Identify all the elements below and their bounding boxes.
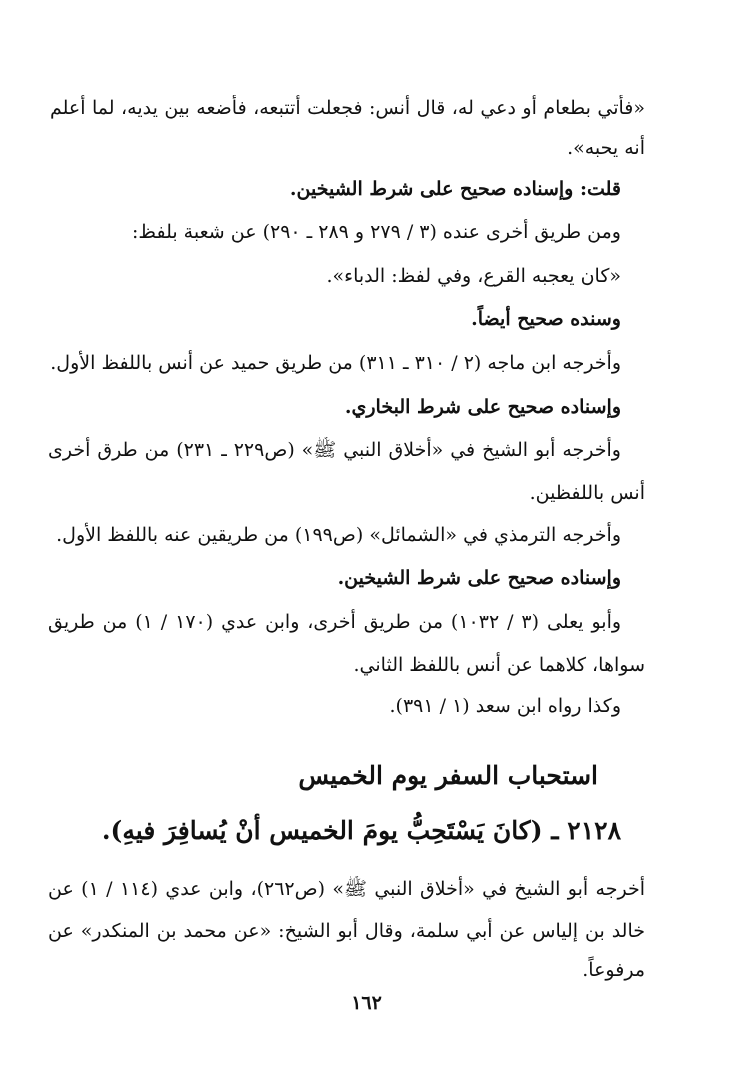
- text-line: وأخرجه الترمذي في «الشمائل» (ص١٩٩) من طريقين عنه باللفظ الأول.: [56, 524, 621, 546]
- text-line: مرفوعاً.: [582, 959, 645, 981]
- text-line: «فأتي بطعام أو دعي له، قال أنس: فجعلت أتتبعه، فأضعه بين يديه، لما أعلم: [50, 97, 645, 119]
- page-number: ١٦٢: [351, 992, 382, 1014]
- text-line: وأبو يعلى (٣ / ١٠٣٢) من طريق أخرى، وابن عدي (١٧٠ / ١) من طريق: [48, 611, 621, 633]
- text-line: وسنده صحيح أيضاً.: [471, 308, 621, 330]
- text-line: أخرجه أبو الشيخ في «أخلاق النبي ﷺ» (ص٢٦٢)، وابن عدي (١١٤ / ١) عن: [48, 878, 645, 900]
- text-line: «كان يعجبه القرع، وفي لفظ: الدباء».: [326, 265, 621, 287]
- text-line: أنه يحبه».: [567, 137, 645, 159]
- section-heading: استحباب السفر يوم الخميس: [298, 761, 598, 790]
- text-line: وأخرجه ابن ماجه (٢ / ٣١٠ ـ ٣١١) من طريق حميد عن أنس باللفظ الأول.: [50, 352, 621, 374]
- text-line: قلت: وإسناده صحيح على شرط الشيخين.: [289, 178, 621, 200]
- text-line: وأخرجه أبو الشيخ في «أخلاق النبي ﷺ» (ص٢٢٩ ـ ٢٣١) من طرق أخرى: [48, 439, 621, 461]
- text-line: خالد بن إلياس عن أبي سلمة، وقال أبو الشيخ: «عن محمد بن المنكدر» عن: [48, 920, 645, 942]
- text-line: ومن طريق أخرى عنده (٣ / ٢٧٩ و ٢٨٩ ـ ٢٩٠) عن شعبة بلفظ:: [132, 221, 621, 243]
- hadith-title: ٢١٢٨ ـ (كانَ يَسْتَحِبُّ يومَ الخميس أنْ يُسافِرَ فيهِ).: [101, 816, 621, 845]
- text-line: وكذا رواه ابن سعد (١ / ٣٩١).: [389, 695, 621, 717]
- text-line: وإسناده صحيح على شرط البخاري.: [344, 396, 621, 418]
- text-line: سواها، كلاهما عن أنس باللفظ الثاني.: [353, 654, 645, 676]
- text-line: وإسناده صحيح على شرط الشيخين.: [337, 567, 621, 589]
- text-line: أنس باللفظين.: [529, 482, 645, 504]
